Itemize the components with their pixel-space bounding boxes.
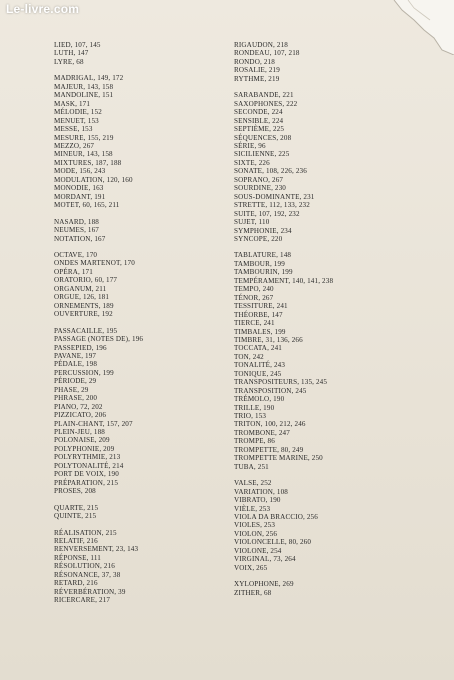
index-entry: TRANSPOSITION, 245 xyxy=(234,386,307,395)
index-group-gap xyxy=(54,210,214,218)
index-entry: TIMBALES, 199 xyxy=(234,327,286,336)
index-entry: SENSIBLE, 224 xyxy=(234,116,284,125)
index-entry: PASSAGE (NOTES DE), 196 xyxy=(54,335,144,344)
index-entry: MONODIE, 163 xyxy=(54,184,104,193)
index-entry: SUITE, 107, 192, 232 xyxy=(234,209,300,218)
index-entry: MAJEUR, 143, 158 xyxy=(54,82,114,91)
index-entry: MANDOLINE, 151 xyxy=(54,91,114,100)
index-entry: PHASE, 29 xyxy=(54,385,89,394)
index-entry: RELATIF, 216 xyxy=(54,537,98,546)
index-entry: TEMPÉRAMENT, 140, 141, 238 xyxy=(234,276,334,285)
index-entry: ROSALIE, 219 xyxy=(234,66,280,75)
index-entry: RYTHME, 219 xyxy=(234,74,280,83)
index-entry: MADRIGAL, 149, 172 xyxy=(54,74,124,83)
index-entry: TROMPETTE MARINE, 250 xyxy=(234,454,323,463)
index-entry: PASSEPIED, 196 xyxy=(54,343,107,352)
index-entry: POLYTONALITÉ, 214 xyxy=(54,461,124,470)
index-entry: PAVANE, 197 xyxy=(54,351,97,360)
index-entry: POLYPHONIE, 209 xyxy=(54,444,115,453)
index-entry: PÉRIODE, 29 xyxy=(54,377,97,386)
index-entry: TOCCATA, 241 xyxy=(234,344,283,353)
index-entry: TROMBONE, 247 xyxy=(234,428,290,437)
index-entry: SOPRANO, 267 xyxy=(234,175,284,184)
index-entry: LYRE, 68 xyxy=(54,57,84,66)
index-entry: PLAIN-CHANT, 157, 207 xyxy=(54,419,133,428)
index-entry: LIED, 107, 145 xyxy=(54,41,101,49)
index-entry: MESURE, 155, 219 xyxy=(54,133,114,142)
index-group-gap xyxy=(234,243,399,251)
index-group-gap xyxy=(234,83,399,91)
index-entry: PLEIN-JEU, 188 xyxy=(54,428,105,437)
index-entry: MORDANT, 191 xyxy=(54,192,106,201)
index-entry: ONDES MARTENOT, 170 xyxy=(54,259,135,268)
index-entry: RÉVERBÉRATION, 39 xyxy=(54,587,126,596)
index-entry: TRITON, 100, 212, 246 xyxy=(234,420,306,429)
index-entry: QUARTE, 215 xyxy=(54,503,99,512)
index-entry: MÉLODIE, 152 xyxy=(54,108,102,117)
index-column-left xyxy=(54,41,214,605)
index-entry: RONDO, 218 xyxy=(234,57,275,66)
index-entry: ORATORIO, 60, 177 xyxy=(54,276,118,285)
index-entry: MINEUR, 143, 158 xyxy=(54,150,113,159)
index-entry: NEUMES, 167 xyxy=(54,226,100,235)
index-entry: SEPTIÈME, 225 xyxy=(234,125,285,134)
index-entry: MASK, 171 xyxy=(54,99,91,108)
index-group-gap xyxy=(234,471,399,479)
index-group-gap xyxy=(54,496,214,504)
index-entry: OPÉRA, 171 xyxy=(54,267,93,276)
index-entry: STRETTE, 112, 133, 232 xyxy=(234,201,310,210)
index-entry: RIGAUDON, 218 xyxy=(234,41,288,49)
index-entry: PHRASE, 200 xyxy=(54,394,98,403)
index-group-gap xyxy=(54,521,214,529)
index-entry: SAXOPHONES, 222 xyxy=(234,99,298,108)
index-entry: ORNEMENTS, 189 xyxy=(54,301,114,310)
index-entry: RÉSOLUTION, 216 xyxy=(54,562,115,571)
index-entry: TABLATURE, 148 xyxy=(234,251,292,260)
index-entry: MENUET, 153 xyxy=(54,116,99,125)
index-entry: SYMPHONIE, 234 xyxy=(234,226,292,235)
index-entry: ORGUE, 126, 181 xyxy=(54,293,110,302)
index-entry: TROMPE, 86 xyxy=(234,437,275,446)
index-entry: TIMBRE, 31, 136, 266 xyxy=(234,335,303,344)
index-group-gap xyxy=(54,66,214,74)
index-entry: RÉALISATION, 215 xyxy=(54,528,117,537)
index-entry: VIOLONE, 254 xyxy=(234,546,282,555)
index-entry: PROSES, 208 xyxy=(54,487,96,496)
index-entry: SUJET, 110 xyxy=(234,218,270,227)
index-entry: TUBA, 251 xyxy=(234,462,269,471)
index-entry: MEZZO, 267 xyxy=(54,141,95,150)
index-entry: QUINTE, 215 xyxy=(54,512,97,521)
index-entry: PÉDALE, 198 xyxy=(54,360,98,369)
index-entry: TÉNOR, 267 xyxy=(234,293,274,302)
index-entry: VIÈLE, 253 xyxy=(234,504,271,513)
index-group-gap xyxy=(234,572,399,580)
index-entry: VIRGINAL, 73, 264 xyxy=(234,555,296,564)
index-entry: TAMBOUR, 199 xyxy=(234,259,285,268)
index-entry: RONDEAU, 107, 218 xyxy=(234,49,300,58)
index-entry: VIOLONCELLE, 80, 260 xyxy=(234,538,312,547)
index-entry: VIBRATO, 190 xyxy=(234,496,281,505)
index-entry: MODULATION, 120, 160 xyxy=(54,175,133,184)
index-entry: TIERCE, 241 xyxy=(234,319,275,328)
index-entry: VOIX, 265 xyxy=(234,563,268,572)
index-entry: VIOLES, 253 xyxy=(234,521,276,530)
index-entry: POLYRYTHMIE, 213 xyxy=(54,453,121,462)
index-group-gap xyxy=(54,243,214,251)
index-entry: SICILIENNE, 225 xyxy=(234,150,290,159)
index-entry: SOUS-DOMINANTE, 231 xyxy=(234,192,315,201)
index-entry: RENVERSEMENT, 23, 143 xyxy=(54,545,139,554)
index-entry: LUTH, 147 xyxy=(54,49,89,58)
index-entry: TRILLE, 190 xyxy=(234,403,275,412)
index-entry: SÉQUENCES, 208 xyxy=(234,133,292,142)
index-entry: POLONAISE, 209 xyxy=(54,436,110,445)
index-entry: PASSACAILLE, 195 xyxy=(54,326,118,335)
index-entry: SARABANDE, 221 xyxy=(234,91,294,100)
index-group-gap xyxy=(54,319,214,327)
index-entry: SECONDE, 224 xyxy=(234,108,283,117)
index-entry: TRANSPOSITEURS, 135, 245 xyxy=(234,378,328,387)
index-entry: PIZZICATO, 206 xyxy=(54,411,107,420)
index-entry: MOTET, 60, 165, 211 xyxy=(54,201,120,210)
index-entry: SOURDINE, 230 xyxy=(234,184,287,193)
index-entry: TRÉMOLO, 190 xyxy=(234,395,285,404)
index-entry: OCTAVE, 170 xyxy=(54,250,98,259)
index-entry: RÉSONANCE, 37, 38 xyxy=(54,570,121,579)
index-entry: PIANO, 72, 202 xyxy=(54,402,103,411)
index-entry: VALSE, 252 xyxy=(234,479,272,488)
index-entry: TEMPO, 240 xyxy=(234,285,274,294)
index-entry: TROMPETTE, 80, 249 xyxy=(234,445,304,454)
index-entry: VIOLON, 256 xyxy=(234,529,278,538)
index-entry: MIXTURES, 187, 188 xyxy=(54,158,122,167)
index-entry: PRÉPARATION, 215 xyxy=(54,478,119,487)
index-entry: VARIATION, 108 xyxy=(234,487,288,496)
index-column-right xyxy=(234,41,399,597)
index-entry: RICERCARE, 217 xyxy=(54,596,111,605)
index-entry: TAMBOURIN, 199 xyxy=(234,268,293,277)
index-entry: PORT DE VOIX, 190 xyxy=(54,470,119,479)
index-entry: SONATE, 108, 226, 236 xyxy=(234,167,307,176)
index-entry: PERCUSSION, 199 xyxy=(54,368,114,377)
index-entry: MESSE, 153 xyxy=(54,125,93,134)
index-entry: SIXTE, 226 xyxy=(234,158,270,167)
index-entry: TON, 242 xyxy=(234,352,264,361)
index-entry: OUVERTURE, 192 xyxy=(54,310,113,319)
index-entry: SÉRIE, 96 xyxy=(234,141,266,150)
index-entry: TRIO, 153 xyxy=(234,412,267,421)
index-entry: MODE, 156, 243 xyxy=(54,167,106,176)
index-entry: NASARD, 188 xyxy=(54,217,100,226)
index-entry: RÉPONSE, 111 xyxy=(54,553,101,562)
index-entry: SYNCOPE, 220 xyxy=(234,234,283,243)
index-entry: NOTATION, 167 xyxy=(54,234,106,243)
index-entry: VIOLA DA BRACCIO, 256 xyxy=(234,513,318,522)
index-entry: TONIQUE, 245 xyxy=(234,369,282,378)
index-entry: XYLOPHONE, 269 xyxy=(234,580,294,589)
index-entry: RETARD, 216 xyxy=(54,579,98,588)
index-entry: TESSITURE, 241 xyxy=(234,302,288,311)
index-entry: ZITHER, 68 xyxy=(234,588,272,597)
watermark: Le-livre.com xyxy=(6,2,80,16)
index-entry: THÉORBE, 147 xyxy=(234,310,283,319)
index-entry: TONALITÉ, 243 xyxy=(234,361,286,370)
index-entry: ORGANUM, 211 xyxy=(54,284,107,293)
